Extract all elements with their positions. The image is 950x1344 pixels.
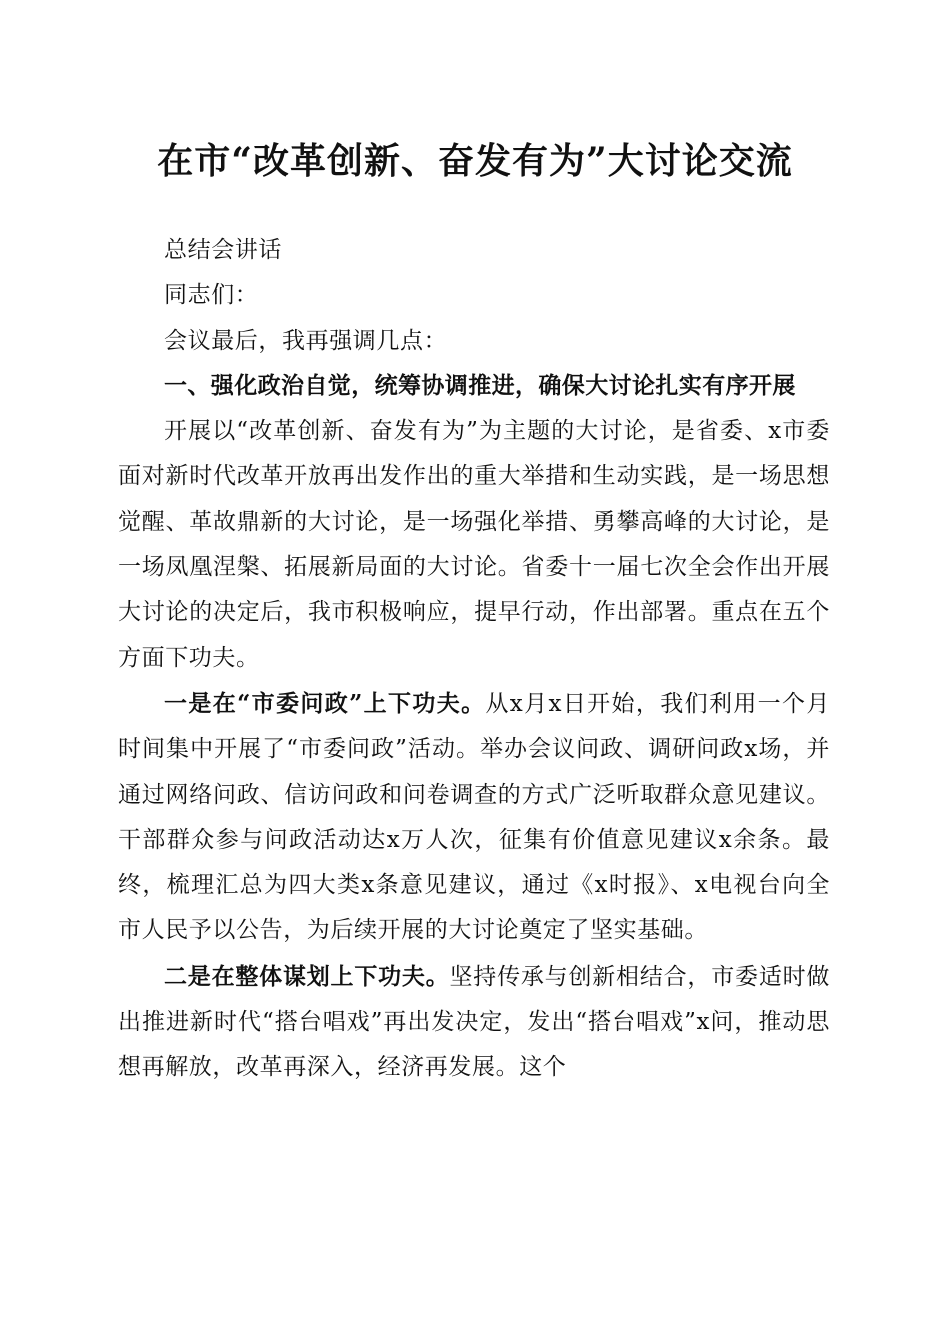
paragraph-2 (118, 681, 830, 954)
paragraph-3-lead: 二是在整体谋划上下功夫。 (164, 962, 450, 990)
paragraph-1: 开展以“改革创新、奋发有为”为主题的大讨论，是省委、x市委面对新时代改革开放再出发作出的重大举措和生动实践，是一场思想觉醒、革故鼎新的大讨论，是一场强化举措、勇攀高峰的大讨论，是一场凤凰涅槃、拓展新局面的大讨论。省委十一届七次全会作出开展大讨论的决定后，我市积极响应，提早行动，作出部署。重点在五个方面下功夫。 (118, 418, 830, 671)
paragraph-3-body: 坚持传承与创新相结合，市委适时做出推进新时代“搭台唱戏”再出发决定，发出“搭台唱戏”x问，推动思想再解放，改革再深入，经济再发展。这个 (118, 963, 830, 1081)
paragraph-3 (118, 954, 830, 1091)
salutation: 同志们： (164, 282, 259, 309)
document-body (118, 228, 830, 1091)
paragraph-2-body: 从x月x日开始，我们利用一个月时间集中开展了“市委问政”活动。举办会议问政、调研问政x场，并通过网络问政、信访问政和问卷调查的方式广泛听取群众意见建议。干部群众参与问政活动达x万人次，征集有价值意见建议x余条。最终，梳理汇总为四大类x条意见建议，通过《x时报》、x电视台向全市人民予以公告，为后续开展的大讨论奠定了坚实基础。 (118, 690, 830, 944)
intro-paragraph: 会议最后，我再强调几点： (164, 327, 448, 354)
subtitle-line: 总结会讲话 (164, 237, 282, 263)
document-title: 在市“改革创新、奋发有为”大讨论交流 (157, 140, 793, 182)
section-heading-1: 一、强化政治自觉，统筹协调推进，确保大讨论扎实有序开展 (164, 372, 796, 399)
paragraph-2-lead: 一是在“市委问政”上下功夫。 (164, 689, 486, 717)
